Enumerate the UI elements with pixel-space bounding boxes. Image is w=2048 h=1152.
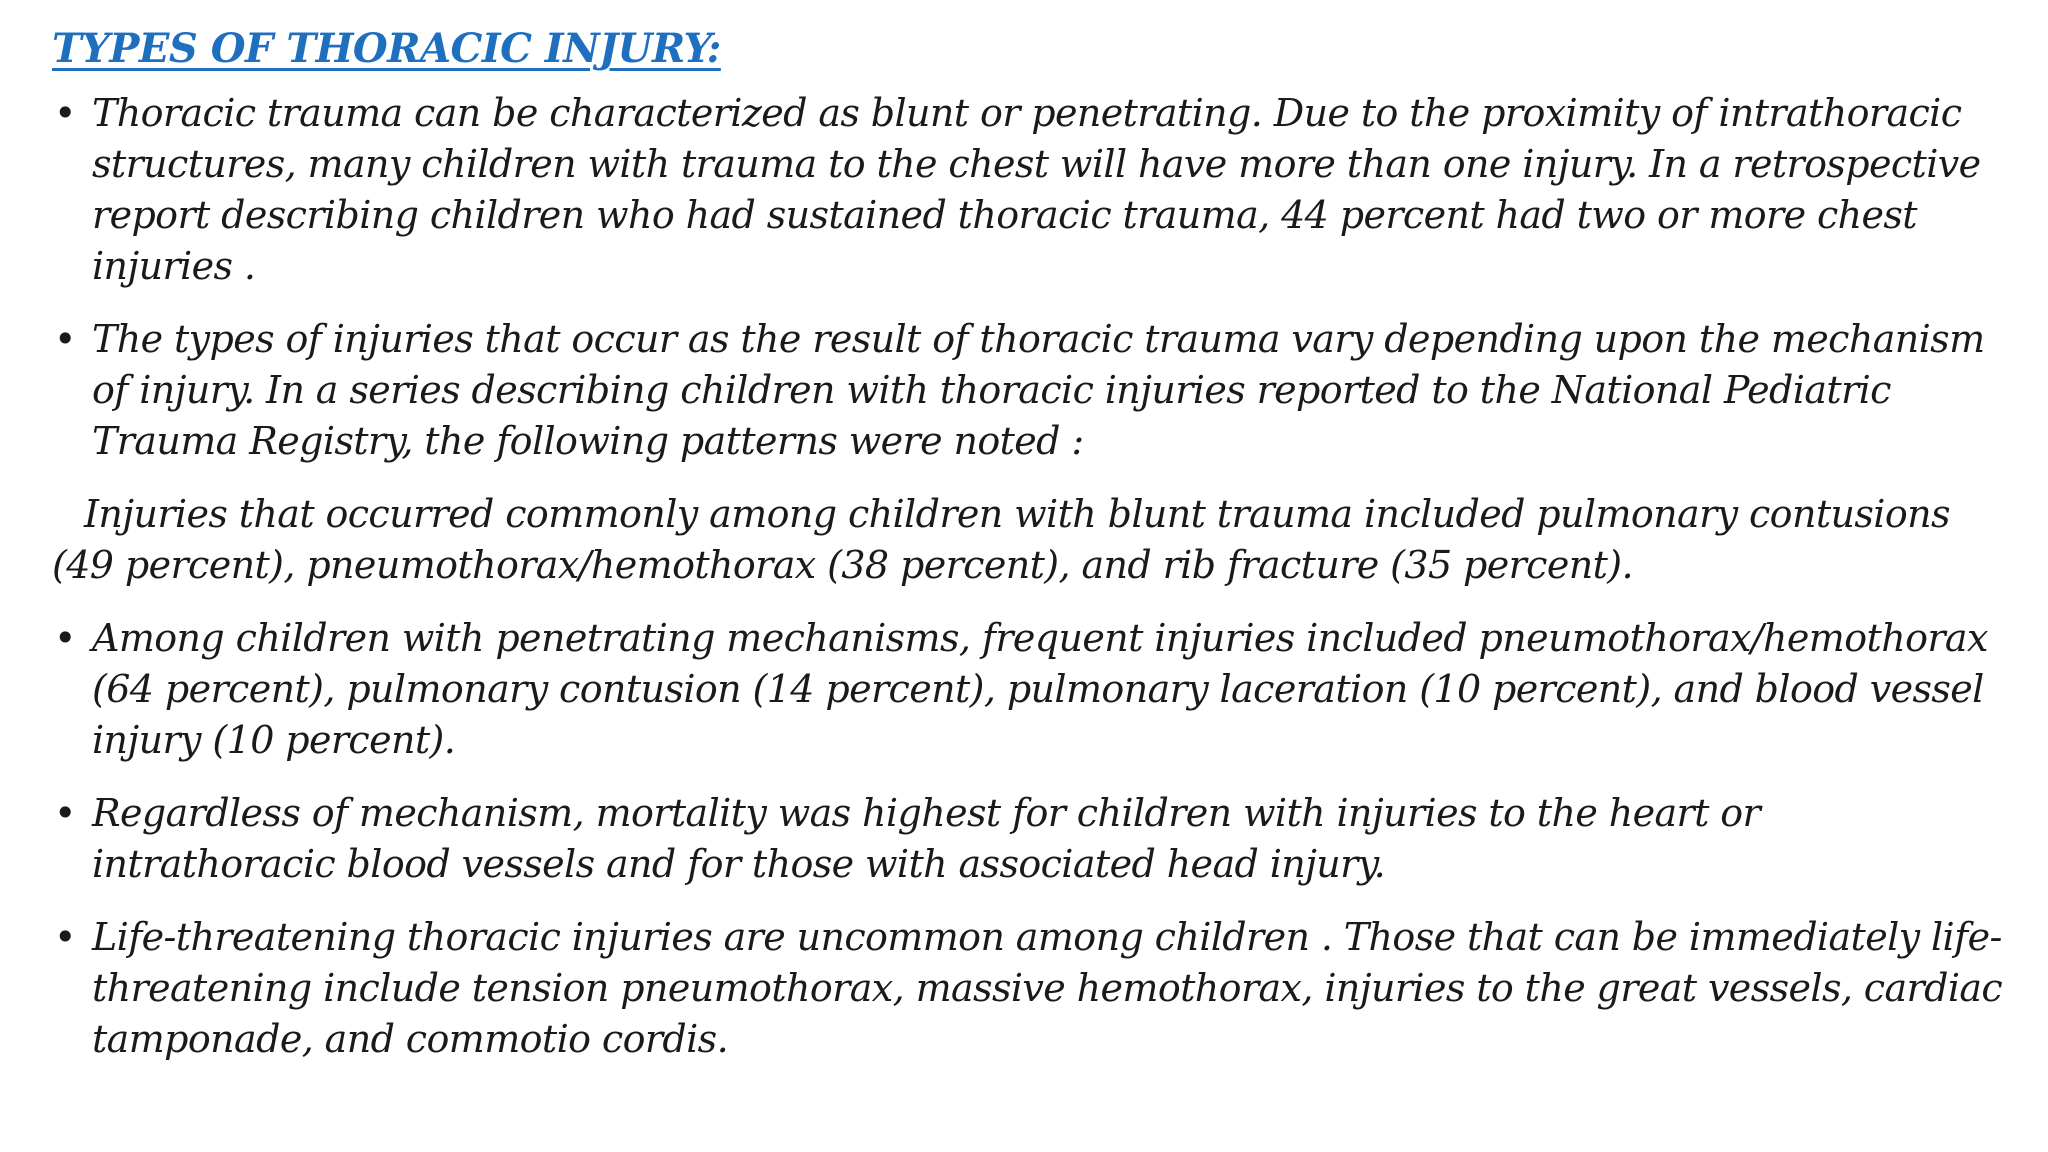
bullet-item <box>52 613 2008 766</box>
bullet-icon: • <box>54 616 76 660</box>
bullet-icon: • <box>54 791 76 835</box>
bullet-text: Regardless of mechanism, mortality was highest for children with injuries to the heart or intrathoracic blood vessels and for those with associated head injury. <box>92 791 1761 886</box>
bullet-icon: • <box>54 915 76 959</box>
plain-paragraph: Injuries that occurred commonly among children with blunt trauma included pulmonary contusions (49 percent), pneumothorax/hemothorax (38 percent), and rib fracture (35 percent). <box>52 492 1950 587</box>
slide-content <box>52 88 2008 1065</box>
bullet-text: The types of injuries that occur as the result of thoracic trauma vary depending upon the mechanism of injury. In a series describing children with thoracic injuries reported to the National Pediatric Trauma Registry, the following patterns were noted : <box>92 317 1985 463</box>
bullet-text: Among children with penetrating mechanisms, frequent injuries included pneumothorax/hemothorax (64 percent), pulmonary contusion (14 percent), pulmonary laceration (10 percent), and blood vessel injury (10 percent). <box>92 616 1988 762</box>
bullet-icon: • <box>54 317 76 361</box>
bullet-text: Thoracic trauma can be characterized as blunt or penetrating. Due to the proximity of intrathoracic structures, many children with trauma to the chest will have more than one injury. In a retrospective report describing children who had sustained thoracic trauma, 44 percent had two or more chest injuries . <box>92 91 1981 288</box>
bullet-item <box>52 788 2008 890</box>
bullet-item <box>52 88 2008 292</box>
slide-title: TYPES OF THORACIC INJURY: <box>52 25 721 72</box>
bullet-item <box>52 912 2008 1065</box>
bullet-icon: • <box>54 91 76 135</box>
bullet-item <box>52 314 2008 467</box>
bullet-text: Life-threatening thoracic injuries are uncommon among children . Those that can be immediately life-threatening include tension pneumothorax, massive hemothorax, injuries to the great vessels, cardiac tamponade, and commotio cordis. <box>92 915 2003 1061</box>
